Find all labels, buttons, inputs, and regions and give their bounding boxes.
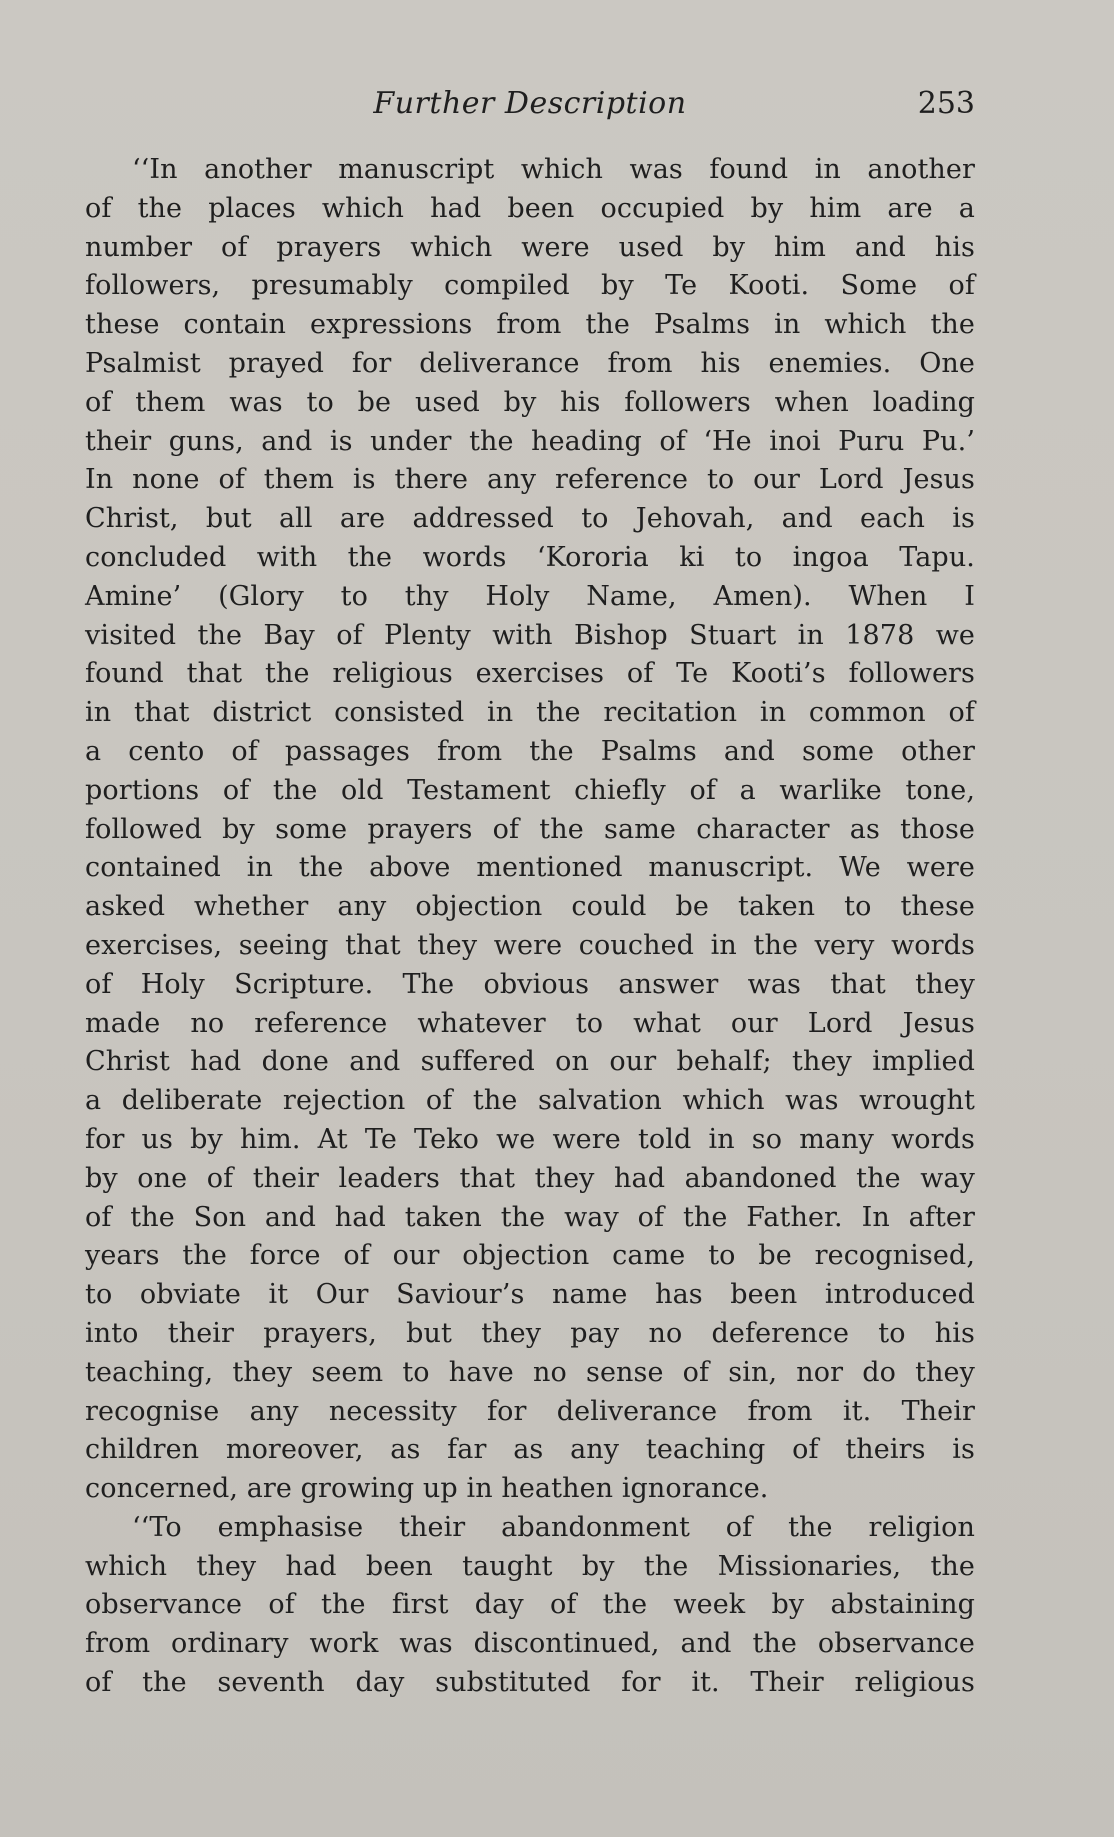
text-line: of Holy Scripture. The obvious answer was that they: [85, 968, 975, 1000]
text-line: into their prayers, but they pay no deference to his: [85, 1317, 975, 1349]
text-line: from ordinary work was discontinued, and the observance: [85, 1628, 975, 1660]
text-line: these contain expressions from the Psalms in which the: [85, 309, 975, 341]
text-line: followed by some prayers of the same character as those: [85, 813, 975, 845]
text-line: for us by him. At Te Teko we were told in so many words: [85, 1123, 975, 1155]
text-line: visited the Bay of Plenty with Bishop Stuart in 1878 we: [85, 619, 975, 651]
text-line: In none of them is there any reference to our Lord Jesus: [85, 464, 975, 496]
page-header: [85, 86, 975, 126]
text-line: concluded with the words ‘Kororia ki to ingoa Tapu.: [85, 541, 975, 573]
text-line: to obviate it Our Saviour’s name has been introduced: [85, 1279, 975, 1311]
text-line: asked whether any objection could be taken to these: [85, 891, 975, 923]
text-line: number of prayers which were used by him and his: [85, 231, 975, 263]
text-line: concerned, are growing up in heathen ignorance.: [85, 1473, 769, 1505]
text-line: of them was to be used by his followers when loading: [85, 386, 975, 418]
text-line: found that the religious exercises of Te Kooti’s followers: [85, 658, 975, 690]
text-line: Christ had done and suffered on our behalf; they implied: [85, 1046, 975, 1078]
text-line: years the force of our objection came to be recognised,: [85, 1240, 975, 1272]
text-line: Christ, but all are addressed to Jehovah, and each is: [85, 503, 975, 535]
text-line: Amine’ (Glory to thy Holy Name, Amen). When I: [85, 580, 975, 612]
text-line: exercises, seeing that they were couched in the very words: [85, 929, 975, 961]
text-line: ‘‘To emphasise their abandonment of the religion: [132, 1511, 975, 1543]
text-line: recognise any necessity for deliverance from it. Their: [85, 1395, 975, 1427]
text-line: followers, presumably compiled by Te Kooti. Some of: [85, 270, 975, 302]
page-number: 253: [917, 86, 975, 121]
text-line: made no reference whatever to what our Lord Jesus: [85, 1007, 975, 1039]
text-line: contained in the above mentioned manuscript. We were: [85, 852, 975, 884]
text-line: a cento of passages from the Psalms and some other: [85, 735, 975, 767]
text-line: by one of their leaders that they had abandoned the way: [85, 1162, 975, 1194]
running-title: Further Description: [373, 86, 687, 121]
text-line: teaching, they seem to have no sense of sin, nor do they: [85, 1356, 975, 1388]
text-line: which they had been taught by the Missionaries, the: [85, 1550, 975, 1582]
text-line: in that district consisted in the recitation in common of: [85, 697, 975, 729]
text-line: observance of the first day of the week by abstaining: [85, 1589, 975, 1621]
text-line: their guns, and is under the heading of ‘He inoi Puru Pu.’: [85, 425, 975, 457]
body-text: [85, 151, 975, 1703]
text-line: children moreover, as far as any teaching of theirs is: [85, 1434, 975, 1466]
text-line: a deliberate rejection of the salvation which was wrought: [85, 1085, 975, 1117]
text-line: portions of the old Testament chiefly of a warlike tone,: [85, 774, 975, 806]
text-line: of the Son and had taken the way of the Father. In after: [85, 1201, 975, 1233]
text-line: of the places which had been occupied by him are a: [85, 192, 975, 224]
text-line: Psalmist prayed for deliverance from his enemies. One: [85, 347, 975, 379]
text-line: ‘‘In another manuscript which was found in another: [132, 154, 975, 185]
text-line: of the seventh day substituted for it. Their religious: [85, 1667, 975, 1699]
